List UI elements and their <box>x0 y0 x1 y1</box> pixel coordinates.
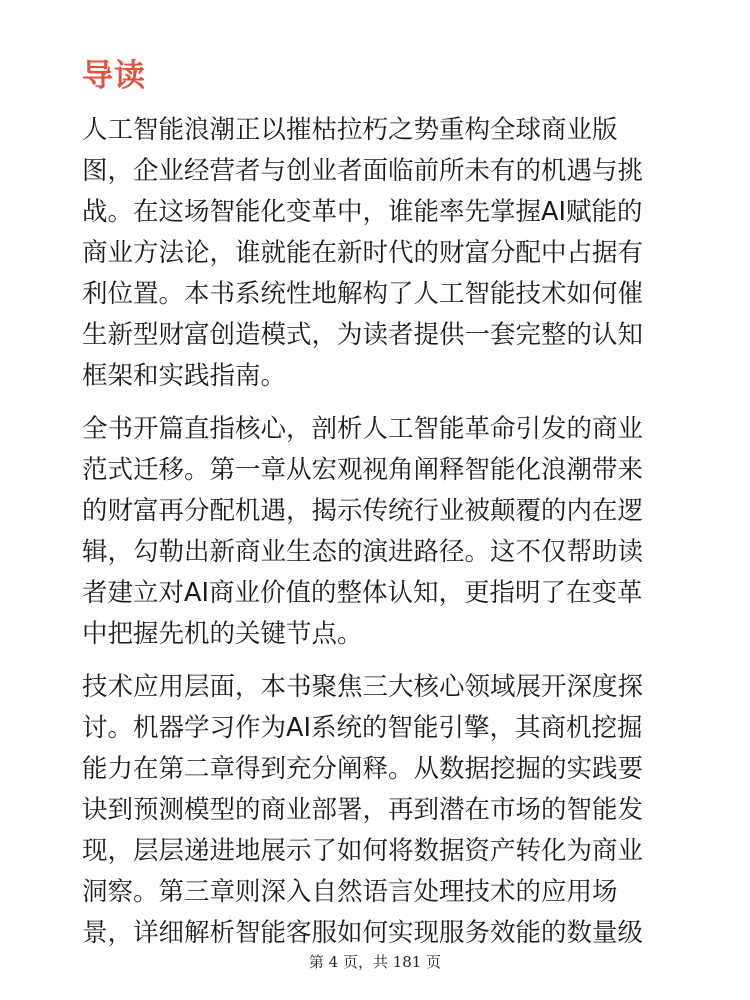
paragraph-2 <box>82 409 670 655</box>
paragraph-3 <box>82 667 670 954</box>
text-line: 中把握先机的关键节点。 <box>82 619 363 649</box>
text-line: 辑，勾勒出新商业生态的演进路径。这不仅帮助读 <box>82 537 644 567</box>
text-line: 框架和实践指南。 <box>82 361 287 391</box>
page-number-footer: 第 4 页，共 181 页 <box>308 953 442 971</box>
text-line: 的财富再分配机遇，揭示传统行业被颠覆的内在逻 <box>82 496 644 526</box>
text-line: 能力在第二章得到充分阐释。从数据挖掘的实践要 <box>82 754 644 784</box>
text-line: 图，企业经营者与创业者面临前所未有的机遇与挑 <box>82 156 644 186</box>
text-line: 利位置。本书系统性地解构了人工智能技术如何催 <box>82 279 644 309</box>
text-line: 洞察。第三章则深入自然语言处理技术的应用场 <box>82 877 618 907</box>
text-line: 范式迁移。第一章从宏观视角阐释智能化浪潮带来 <box>82 455 644 485</box>
text-line: 人工智能浪潮正以摧枯拉朽之势重构全球商业版 <box>82 115 618 145</box>
text-line: 讨。机器学习作为AI系统的智能引擎，其商机挖掘 <box>82 713 643 743</box>
text-line: 商业方法论，谁就能在新时代的财富分配中占据有 <box>82 238 644 268</box>
text-line: 者建立对AI商业价值的整体认知，更指明了在变革 <box>82 578 643 608</box>
text-line: 战。在这场智能化变革中，谁能率先掌握AI赋能的 <box>82 197 643 227</box>
text-line: 技术应用层面，本书聚焦三大核心领域展开深度探 <box>82 672 644 702</box>
section-heading: 导读 <box>82 58 146 94</box>
paragraph-1 <box>82 110 670 397</box>
text-line: 生新型财富创造模式，为读者提供一套完整的认知 <box>82 320 644 350</box>
text-line: 现，层层递进地展示了如何将数据资产转化为商业 <box>82 836 644 866</box>
text-line: 全书开篇直指核心，剖析人工智能革命引发的商业 <box>82 414 644 444</box>
text-line: 诀到预测模型的商业部署，再到潜在市场的智能发 <box>82 795 644 825</box>
text-line: 景，详细解析智能客服如何实现服务效能的数量级 <box>82 918 644 948</box>
